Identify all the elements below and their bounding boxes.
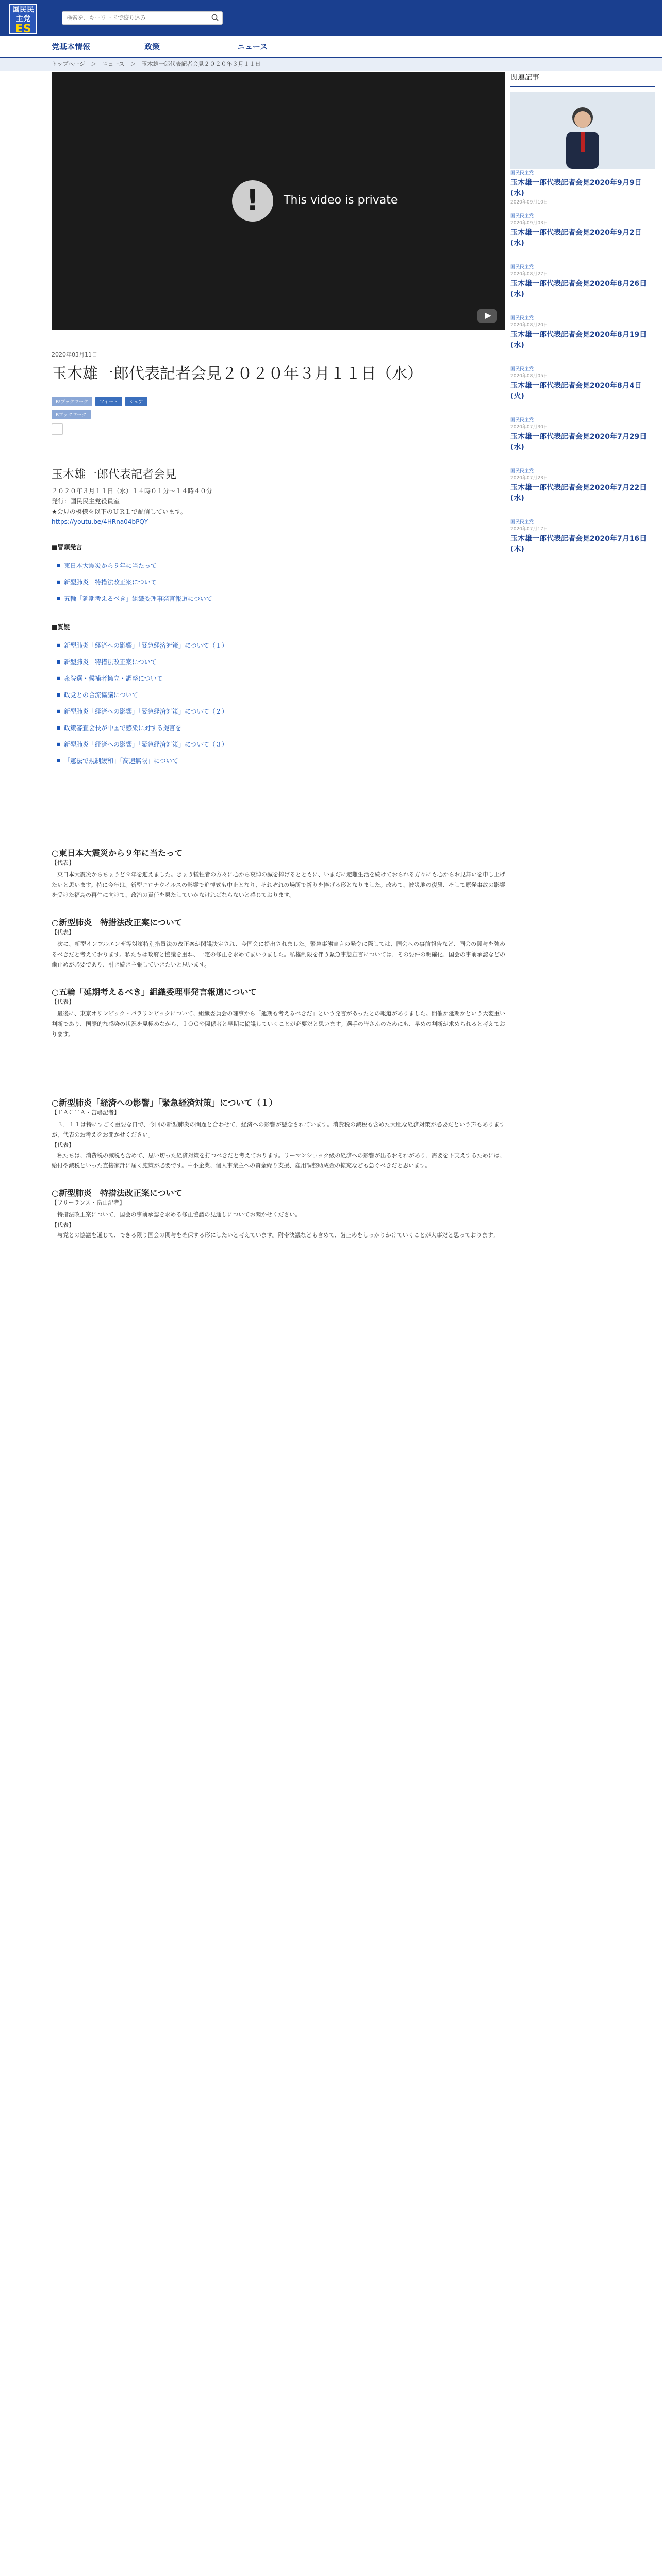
section-body: 特措法改正案について、国会の事前承認を求める修正協議の見通しについてお聞かせください。 【代表】 与党との協議を通じて、できる限り国会の関与を確保する形にしたいと考えています。附帯決議なども含めて、歯止めをしっかりかけていくことが大事だと思っております。 <box>52 1211 499 1239</box>
related-article-featured[interactable] <box>510 92 655 205</box>
article-link[interactable]: 玉木雄一郎代表記者会見2020年8月4日(火) <box>510 382 642 400</box>
toc-link[interactable]: ■ 東日本大震災から９年に当たって <box>57 557 505 574</box>
search-icon[interactable] <box>211 13 219 22</box>
speaker-tag: 【ＦＡＣＴＡ・宮嶋記者】 <box>52 1109 120 1116</box>
article-date: 2020年08月05日 <box>510 374 548 379</box>
related-article[interactable] <box>510 212 655 256</box>
logo-text: 国民民主党 <box>12 6 34 23</box>
meta-note: ★会見の模様を以下のＵＲＬで配信しています。 <box>52 508 187 515</box>
section-body: ３．１１は特にすごく重要な日で、今回の新型肺炎の問題と合わせて、経済への影響が懸念されています。消費税の減税も含めた大胆な経済対策が必要だという声もありますが、代表のお考えをお聞かせください。 【代表】 私たちは、消費税の減税も含めて、思い切った経済対策を打つべきだと考えております。リーマンショック級の経済への影響が出るおそれがあり、需要を下支えするためには、給付や減税といった直接家計に届く施策が必要です。中小企業、個人事業主への資金繰り支援、雇用調整助成金の拡充なども急ぐべきだと思います。 <box>52 1121 505 1169</box>
toc-link[interactable]: ■ 新型肺炎「経済への影響」「緊急経済対策」について（１） <box>57 637 505 654</box>
page-title: 玉木雄一郎代表記者会見２０２０年３月１１日（水） <box>52 365 423 383</box>
youtube-link[interactable]: https://youtu.be/4HRna04bPQY <box>52 518 148 526</box>
article-subhead: 玉木雄一郎代表記者会見 <box>52 468 177 481</box>
section-heading: ○東日本大震災から９年に当たって <box>52 848 183 858</box>
meta-datetime: ２０２０年３月１１日（水）１４時０１分～１４時４０分 <box>52 487 213 495</box>
toc-link[interactable]: ■ 衆院選・候補者擁立・調整について <box>57 670 505 687</box>
section-heading: ○新型肺炎 特措法改正案について <box>52 918 183 927</box>
article-date: 2020年08月27日 <box>510 272 548 277</box>
section-body: 東日本大震災からちょうど９年を迎えました。きょう犠牲者の方々に心から哀悼の誠を捧げるとともに、いまだに避難生活を続けておられる方々にも心からお見舞いを申し上げたいと思います。特に今年は、新型コロナウイルスの影響で追悼式も中止となり、それぞれの場所で祈りを捧げる形となりました。改めて、被災地の復興、そして原発事故の影響を受けた福島の再生に向けて、政治の責任を果たしていかなければならないと感じております。 <box>52 871 505 899</box>
article-tag: 国民民主党 <box>510 520 534 525</box>
bookmark-button[interactable]: Bブックマーク <box>52 410 91 419</box>
speaker-tag: 【代表】 <box>52 929 74 936</box>
toc-label-opening: ■冒頭発言 <box>52 544 82 551</box>
breadcrumb[interactable]: トップページ ＞ ニュース ＞ 玉木雄一郎代表記者会見２０２０年３月１１日 <box>0 58 662 71</box>
article-date: 2020年09月10日 <box>510 200 548 205</box>
article-section <box>52 986 505 1040</box>
facebook-share-button[interactable]: シェア <box>125 397 147 406</box>
related-article[interactable] <box>510 365 655 409</box>
article-section <box>52 916 505 970</box>
article-tag: 国民民主党 <box>510 171 534 176</box>
article-date: 2020年07月23日 <box>510 476 548 481</box>
toc-link[interactable]: ■ 新型肺炎「経済への影響」「緊急経済対策」について（２） <box>57 703 505 720</box>
article-link[interactable]: 玉木雄一郎代表記者会見2020年8月19日(水) <box>510 331 647 349</box>
article-tag: 国民民主党 <box>510 469 534 474</box>
article-tag: 国民民主党 <box>510 214 534 219</box>
speaker-tag: 【代表】 <box>52 859 74 866</box>
article-link[interactable]: 玉木雄一郎代表記者会見2020年7月29日(水) <box>510 433 647 451</box>
article-date: 2020年03月11日 <box>52 351 97 358</box>
article-tag: 国民民主党 <box>510 265 534 270</box>
article-main <box>52 72 505 1241</box>
toc-link[interactable]: ■ 政党との合流協議について <box>57 687 505 703</box>
related-article[interactable] <box>510 416 655 460</box>
article-section <box>52 1096 505 1171</box>
toc-link[interactable]: ■ 政策審査会長が中国で感染に対する提言を <box>57 720 505 736</box>
section-body: 次に、新型インフルエンザ等対策特別措置法の改正案が閣議決定され、今国会に提出されました。緊急事態宣言の発令に際しては、国会への事前報告など、国会の関与を強めるべきだと考えております。私たちは政府と協議を重ね、一定の修正を求めてまいりました。私権制限を伴う緊急事態宣言については、その要件の明確化、国会の事前承認などの歯止めが必要であり、引き続き主張していきたいと思います。 <box>52 941 505 968</box>
speaker-photo <box>562 102 603 169</box>
main-nav <box>0 36 662 58</box>
section-heading: ○新型肺炎「経済への影響」「緊急経済対策」について（１） <box>52 1098 277 1108</box>
related-article[interactable] <box>510 518 655 562</box>
toc-link[interactable]: ■ 新型肺炎「経済への影響」「緊急経済対策」について（３） <box>57 736 505 753</box>
sidebar-heading: 関連記事 <box>510 72 655 87</box>
toc-link[interactable]: ■ 「憲法で規制緩和」「高速無限」について <box>57 753 505 769</box>
toc-label-qa: ■質疑 <box>52 623 70 631</box>
tweet-button[interactable]: ツイート <box>95 397 122 406</box>
site-header <box>0 0 662 36</box>
share-buttons <box>52 397 186 419</box>
article-link[interactable]: 玉木雄一郎代表記者会見2020年7月16日(木) <box>510 535 647 553</box>
article-link[interactable]: 玉木雄一郎代表記者会見2020年9月2日(水) <box>510 229 642 247</box>
related-article[interactable] <box>510 314 655 358</box>
article-tag: 国民民主党 <box>510 316 534 321</box>
article-section <box>52 1187 505 1241</box>
speaker-tag: 【代表】 <box>52 998 74 1005</box>
nav-item-party-info[interactable]: 党基本情報 <box>52 42 91 52</box>
hatena-bookmark-button[interactable]: B!ブックマーク <box>52 397 92 406</box>
section-heading: ○五輪「延期考えるべき」組織委理事発言報道について <box>52 987 257 997</box>
related-article[interactable] <box>510 467 655 511</box>
article-link[interactable]: 玉木雄一郎代表記者会見2020年7月22日(水) <box>510 484 647 502</box>
meta-publisher: 発行：国民民主党役員室 <box>52 498 120 505</box>
article-tag: 国民民主党 <box>510 367 534 372</box>
article-link[interactable]: 玉木雄一郎代表記者会見2020年8月26日(水) <box>510 280 647 298</box>
article-tag: 国民民主党 <box>510 418 534 423</box>
error-icon: ! <box>232 180 273 222</box>
nav-item-policy[interactable]: 政策 <box>144 42 160 52</box>
section-heading: ○新型肺炎 特措法改正案について <box>52 1188 183 1198</box>
speaker-tag: 【フリーランス・畠山記者】 <box>52 1199 125 1206</box>
logo-es: ES <box>15 23 31 36</box>
toc-opening <box>57 557 505 607</box>
video-status: This video is private <box>284 194 398 207</box>
youtube-icon[interactable] <box>477 309 497 323</box>
article-link[interactable]: 玉木雄一郎代表記者会見2020年9月9日(水) <box>510 179 642 197</box>
toc-link[interactable]: ■ 新型肺炎 特措法改正案について <box>57 574 505 590</box>
article-date: 2020年07月17日 <box>510 527 548 532</box>
article-thumbnail[interactable] <box>510 92 655 169</box>
search-box <box>62 11 223 25</box>
pocket-icon[interactable] <box>52 423 63 435</box>
article-date: 2020年07月30日 <box>510 425 548 430</box>
sidebar <box>510 72 655 562</box>
toc-qa <box>57 637 505 769</box>
article-meta <box>52 486 505 527</box>
site-logo[interactable] <box>9 4 37 34</box>
article-section <box>52 846 505 901</box>
search-input[interactable] <box>62 12 210 23</box>
toc-link[interactable]: ■ 新型肺炎 特措法改正案について <box>57 654 505 670</box>
nav-item-news[interactable]: ニュース <box>237 42 268 52</box>
related-article[interactable] <box>510 263 655 307</box>
toc-link[interactable]: ■ 五輪「延期考えるべき」組織委理事発言報道について <box>57 590 505 607</box>
article-date: 2020年09月03日 <box>510 221 548 226</box>
article-date: 2020年08月20日 <box>510 323 548 328</box>
section-body: 最後に、東京オリンピック・パラリンピックについて、組織委員会の理事から「延期も考えるべきだ」という発言があったとの報道がありました。開催か延期かという大変重い判断であり、国際的な感染の状況を見極めながら、ＩＯＣや関係者と早期に協議していくことが必要だと思います。選手の皆さんのためにも、早めの判断が求められると考えております。 <box>52 1010 505 1038</box>
video-player[interactable] <box>52 72 505 330</box>
